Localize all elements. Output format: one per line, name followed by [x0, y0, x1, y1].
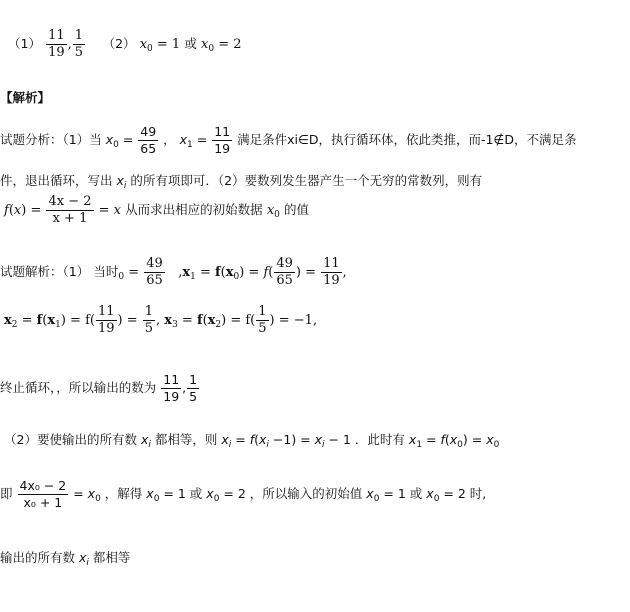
answer-fraction-a: $\frac{11}{19}$ — [48, 28, 65, 60]
answer-part2-label: （2） — [102, 36, 136, 51]
analysis-x1-fraction: $\frac{11}{19}$ — [214, 124, 231, 156]
stop-line: 终止循环，，所以输出的数为 $\frac{11}{19}$ , $\frac{1}{5}$ — [0, 372, 198, 404]
section-title: 【解析】 — [0, 90, 51, 105]
answer-line: （1） $\frac{11}{19}$ , $\frac{1}{5}$ （2） $x_0 = 1$ 或 $x_0 = 2$ — [8, 28, 242, 60]
analysis-line-2: 件，退出循环，写出 $x_i$ 的所有项即可．（2）要数列发生器产生一个无穷的常数列，则有 — [0, 173, 483, 191]
analysis-x0-fraction: $\frac{49}{65}$ — [140, 124, 157, 156]
equation-line: 即 $\frac{\text{4x₀ − 2}}{\text{x₀ + 1}}$ = $x_0$ ，解得 $x_0 = 1$ 或 $x_0 = 2$ ，所以输入的初始值 $x_0 = 1$ 或 $x_0 = 2$ 时, — [0, 478, 487, 510]
analysis-line-1: 试题分析：（1）当 $x_0$ = $\frac{49}{65}$ ， $x_1$ = $\frac{11}{19}$ 满足条件xi∈D，执行循环体，依此类推，而-1∉D，不满足条 — [0, 124, 577, 156]
answer-fraction-b: $\frac{1}{5}$ — [74, 28, 84, 60]
part2-line: （2）要使输出的所有数 $x_i$ 都相等，则 $x_i = f(x_i -1) = x_i - 1$ ．此时有 $x_1 = f(x_0) = x_0$ — [4, 432, 500, 450]
analysis-function-line: f(x) = $\frac{4x - 2}{x + 1}$ = x 从而求出相应的初始数据 $x_0$ 的值 — [4, 194, 310, 226]
solution-line-1: 试题解析：（1） 当时$_0$ = $\frac{49}{65}$ $,x_1 = f(x_0) = f$( $\frac{49}{65}$ ) = $\frac{11}{19}$ , — [0, 256, 347, 288]
final-line: 输出的所有数 $x_i$ 都相等 — [0, 550, 131, 568]
function-fraction: $\frac{4x - 2}{x + 1}$ — [48, 194, 92, 226]
answer-part1-label: （1） — [8, 36, 41, 51]
solution-line-2: $x_2 = f(x_1) = f$( $\frac{11}{19}$ ) = $\frac{1}{5}$ , $x_3 = f(x_2) = f$( $\frac{1}{5}$ ) = −1, — [4, 304, 318, 336]
